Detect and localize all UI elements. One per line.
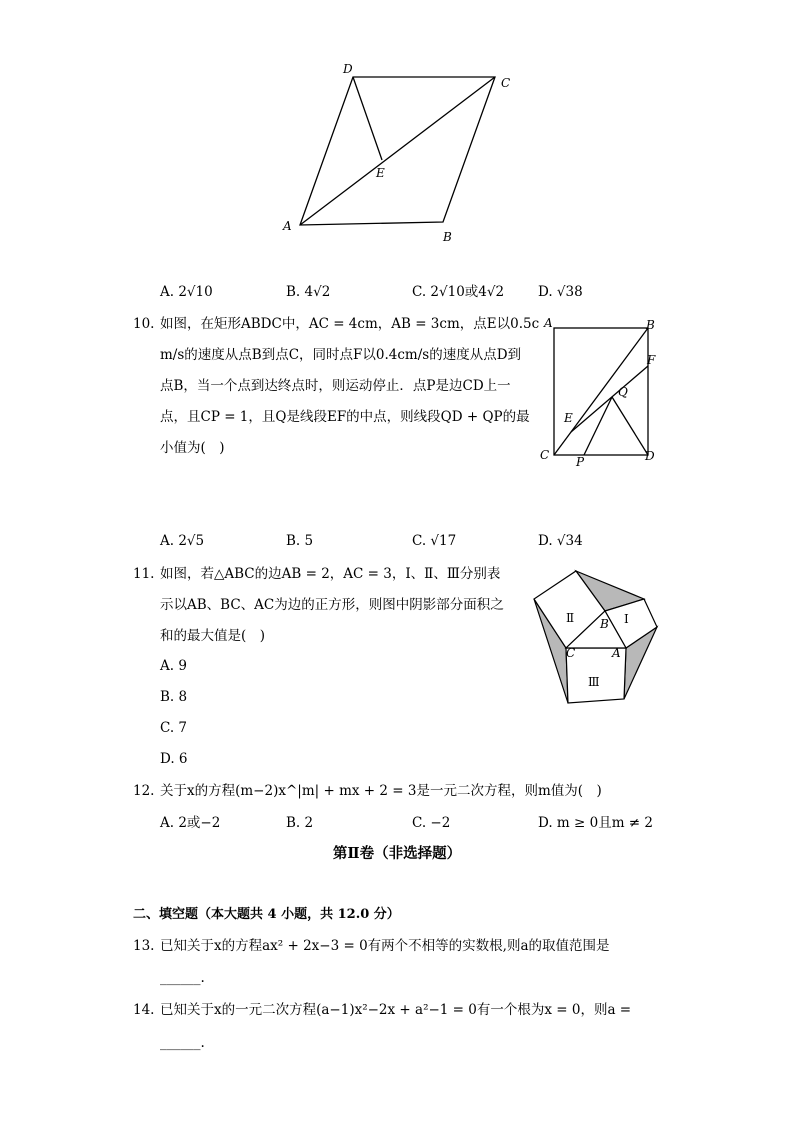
q9-option-b[interactable]: B. 4√2 — [286, 284, 331, 300]
q10-line-1: 如图，在矩形ABDC中，AC = 4cm，AB = 3cm，点E以0.5c — [160, 316, 540, 332]
q9-option-c[interactable]: C. 2√10或4√2 — [412, 284, 505, 300]
q14-number: 14. — [133, 1002, 155, 1018]
segment-de — [353, 77, 382, 160]
q10-line-2: m/s的速度从点B到点C，同时点F以0.4cm/s的速度从点D到 — [160, 347, 522, 363]
q11-option-c[interactable]: C. 7 — [160, 720, 188, 736]
q10-line-5: 小值为( ) — [160, 440, 225, 456]
q10-option-b[interactable]: B. 5 — [286, 533, 314, 549]
q9-option-a[interactable]: A. 2√10 — [160, 284, 213, 300]
label-b: B — [600, 617, 609, 631]
q11-line-1: 如图，若△ABC的边AB = 2，AC = 3，Ⅰ、Ⅱ、Ⅲ分别表 — [160, 566, 501, 582]
q9-option-d[interactable]: D. √38 — [538, 284, 583, 300]
label-i: Ⅰ — [624, 612, 629, 626]
diagonal-bc — [554, 328, 648, 455]
q12-number: 12. — [133, 783, 155, 799]
label-f: F — [647, 353, 656, 367]
label-ii: Ⅱ — [566, 611, 575, 625]
q10-option-c[interactable]: C. √17 — [412, 533, 457, 549]
label-e: E — [564, 411, 573, 425]
q10-line-4: 点，且CP = 1，且Q是线段EF的中点，则线段QD + QP的最 — [160, 409, 530, 425]
label-c: C — [501, 76, 511, 90]
q13-number: 13. — [133, 938, 155, 954]
label-c: C — [540, 448, 550, 462]
q14-line-1: 已知关于x的一元二次方程(a−1)x²−2x + a²−1 = 0有一个根为x = 0，则a = — [160, 1002, 632, 1018]
label-q: Q — [618, 385, 628, 399]
label-d: D — [645, 449, 655, 463]
segment-pq — [584, 397, 612, 455]
q14-answer-blank[interactable]: ______. — [160, 1035, 205, 1051]
label-b: B — [646, 318, 655, 332]
q12-option-a[interactable]: A. 2或−2 — [160, 815, 221, 831]
q10-number: 10. — [133, 316, 155, 332]
label-a: A — [283, 219, 292, 233]
q12-option-d[interactable]: D. m ≥ 0且m ≠ 2 — [538, 815, 653, 831]
label-iii: Ⅲ — [588, 675, 600, 689]
q11-line-3: 和的最大值是( ) — [160, 628, 266, 644]
label-a: A — [544, 316, 553, 330]
label-b: B — [443, 230, 452, 244]
q10-option-a[interactable]: A. 2√5 — [160, 533, 205, 549]
q10-option-d[interactable]: D. √34 — [538, 533, 583, 549]
rectangle-figure — [536, 314, 666, 470]
section-2-heading: 二、填空题（本大题共 4 小题，共 12.0 分） — [133, 907, 400, 922]
diagonal-ac — [300, 77, 495, 225]
q12-option-c[interactable]: C. −2 — [412, 815, 451, 831]
segment-ef — [571, 366, 648, 432]
q13-line-1: 已知关于x的方程ax² + 2x−3 = 0有两个不相等的实数根,则a的取值范围是 — [160, 938, 610, 954]
label-e: E — [376, 166, 385, 180]
q11-option-b[interactable]: B. 8 — [160, 689, 188, 705]
q11-number: 11. — [133, 566, 155, 582]
q10-line-3: 点B，当一个点到达终点时，则运动停止．点P是边CD上一 — [160, 378, 511, 394]
q12-option-b[interactable]: B. 2 — [286, 815, 314, 831]
segment-qd — [612, 397, 648, 455]
parallelogram-figure — [270, 55, 530, 250]
q11-line-2: 示以AB、BC、AC为边的正方形，则图中阴影部分面积之 — [160, 597, 504, 613]
label-c: C — [566, 646, 576, 660]
part-ii-title: 第Ⅱ卷（非选择题） — [332, 845, 462, 862]
q11-option-d[interactable]: D. 6 — [160, 751, 188, 767]
q11-option-a[interactable]: A. 9 — [160, 658, 187, 674]
label-p: P — [576, 455, 585, 469]
squares-figure — [528, 565, 662, 710]
q12-text: 关于x的方程(m−2)x^|m| + mx + 2 = 3是一元二次方程，则m值为( ) — [160, 783, 602, 799]
q13-answer-blank[interactable]: ______. — [160, 970, 205, 986]
label-a: A — [612, 646, 621, 660]
label-d: D — [343, 62, 353, 76]
